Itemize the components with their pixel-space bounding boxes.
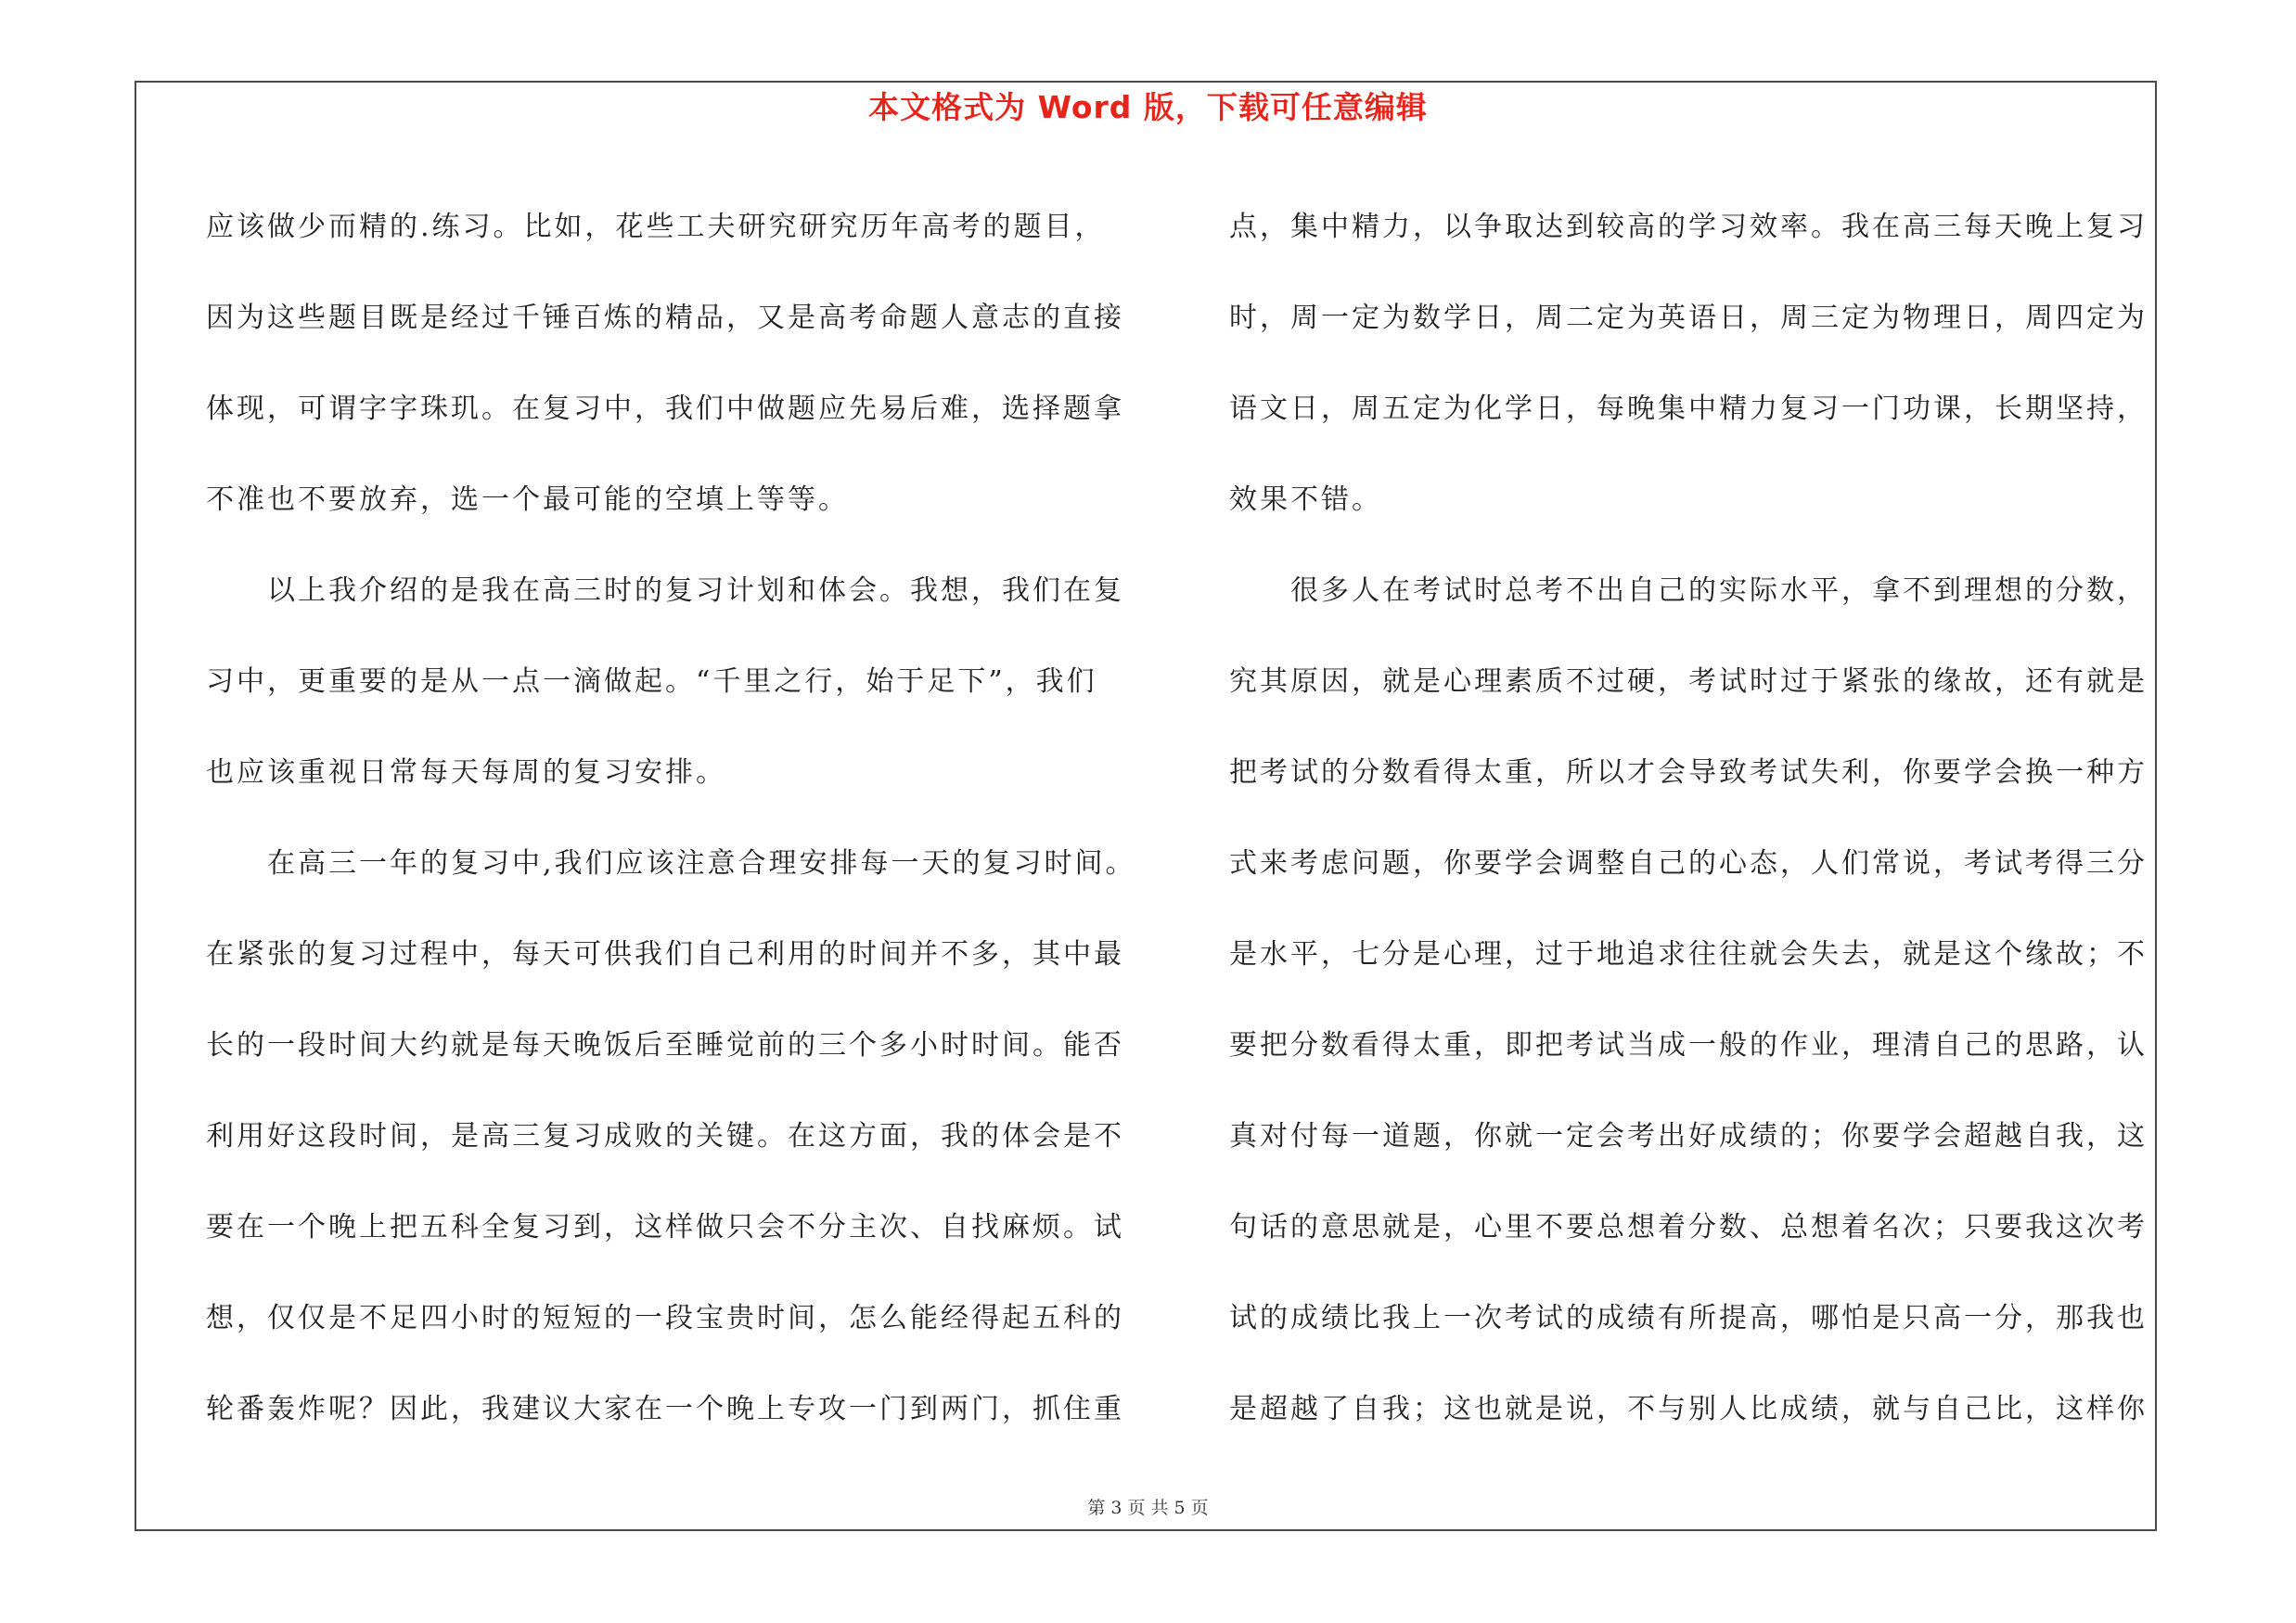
text-line: 很多人在考试时总考不出自己的实际水平，拿不到理想的分数， — [1290, 574, 2148, 607]
left-paragraph — [206, 546, 1138, 818]
text-line: 在紧张的复习过程中，每天可供我们自己利用的时间并不多，其中最 — [206, 938, 1124, 971]
text-line: 体现，可谓字字珠玑。在复习中，我们中做题应先易后难，选择题拿 — [206, 393, 1124, 425]
text-line: 不准也不要放弃，选一个最可能的空填上等等。 — [206, 483, 849, 516]
text-line: 效果不错。 — [1229, 483, 1382, 516]
text-line: 是水平，七分是心理，过于地追求往往就会失去，就是这个缘故；不 — [1229, 938, 2148, 971]
text-line: 式来考虑问题，你要学会调整自己的心态，人们常说，考试考得三分 — [1229, 847, 2148, 880]
text-line: 长的一段时间大约就是每天晚饭后至睡觉前的三个多小时时间。能否 — [206, 1029, 1124, 1062]
text-line: 把考试的分数看得太重，所以才会导致考试失利，你要学会换一种方 — [1229, 756, 2148, 789]
text-line: 语文日，周五定为化学日，每晚集中精力复习一门功课，长期坚持， — [1229, 393, 2148, 425]
text-line: 试的成绩比我上一次考试的成绩有所提高，哪怕是只高一分，那我也 — [1229, 1302, 2148, 1334]
left-text-column — [206, 182, 1138, 1455]
text-line: 要把分数看得太重，即把考试当成一般的作业，理清自己的思路，认 — [1229, 1029, 2148, 1062]
format-banner: 本文格式为 Word 版，下载可任意编辑 — [868, 89, 1428, 125]
left-paragraph — [206, 818, 1138, 1455]
text-line: 因为这些题目既是经过千锤百炼的精品，又是高考命题人意志的直接 — [206, 302, 1124, 334]
text-line: 想，仅仅是不足四小时的短短的一段宝贵时间，怎么能经得起五科的 — [206, 1302, 1124, 1334]
left-paragraph — [206, 182, 1138, 546]
text-line: 以上我介绍的是我在高三时的复习计划和体会。我想，我们在复 — [267, 574, 1124, 607]
text-line: 也应该重视日常每天每周的复习安排。 — [206, 756, 726, 789]
text-line: 是超越了自我；这也就是说，不与别人比成绩，就与自己比，这样你 — [1229, 1393, 2148, 1425]
text-line: 句话的意思就是，心里不要总想着分数、总想着名次；只要我这次考 — [1229, 1211, 2148, 1243]
page-number-footer: 第 3 页 共 5 页 — [1087, 1498, 1209, 1518]
text-line: 习中，更重要的是从一点一滴做起。“千里之行，始于足下”，我们 — [206, 665, 1097, 698]
text-line: 点，集中精力，以争取达到较高的学习效率。我在高三每天晚上复习 — [1229, 211, 2148, 243]
right-paragraph — [1229, 182, 2160, 546]
text-line: 究其原因，就是心理素质不过硬，考试时过于紧张的缘故，还有就是 — [1229, 665, 2148, 698]
text-line: 要在一个晚上把五科全复习到，这样做只会不分主次、自找麻烦。试 — [206, 1211, 1124, 1243]
text-line: 应该做少而精的.练习。比如，花些工夫研究研究历年高考的题目， — [206, 211, 1106, 243]
right-text-column — [1229, 182, 2160, 1455]
text-line: 时，周一定为数学日，周二定为英语日，周三定为物理日，周四定为 — [1229, 302, 2148, 334]
text-line: 在高三一年的复习中,我们应该注意合理安排每一天的复习时间。 — [267, 847, 1136, 880]
text-line: 真对付每一道题，你就一定会考出好成绩的；你要学会超越自我，这 — [1229, 1120, 2148, 1153]
text-line: 轮番轰炸呢？因此，我建议大家在一个晚上专攻一门到两门，抓住重 — [206, 1393, 1124, 1425]
right-paragraph — [1229, 546, 2160, 1455]
text-line: 利用好这段时间，是高三复习成败的关键。在这方面，我的体会是不 — [206, 1120, 1124, 1153]
